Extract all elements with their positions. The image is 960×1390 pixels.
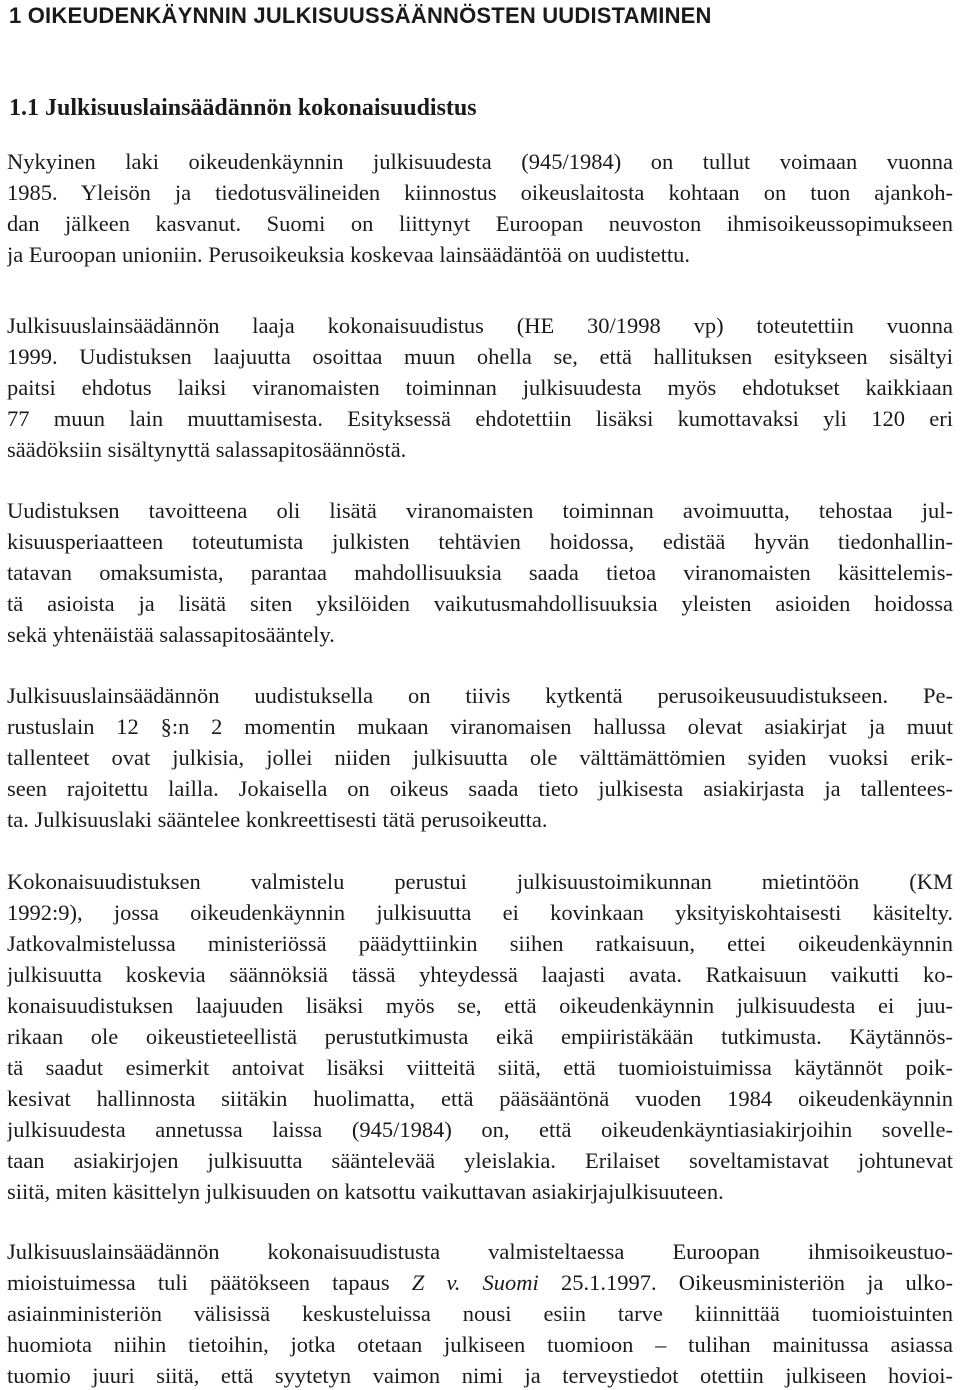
chapter-heading: 1 OIKEUDENKÄYNNIN JULKISUUSSÄÄNNÖSTEN UUDISTAMINEN [9,3,712,28]
section-heading: 1.1 Julkisuuslainsäädännön kokonaisuudistus [9,95,477,121]
text-line: rikaan ole oikeustieteellistä perustutkimusta eikä empiiristäkään tutkimusta. Käytännös- [7,1024,953,1049]
text-line: tä asioista ja lisätä siten yksilöiden vaikutusmahdollisuuksia yleisten asioiden hoidossa [7,591,953,616]
text-line: 77 muun lain muuttamisesta. Esityksessä ehdotettiin lisäksi kumottavaksi yli 120 eri [7,406,953,431]
text-line: Julkisuuslainsäädännön kokonaisuudistusta valmisteltaessa Euroopan ihmisoikeustuo- [7,1239,953,1264]
text-line: tuomio juuri siitä, että syytetyn vaimon nimi ja terveystiedot otettiin julkiseen hovioi- [7,1363,953,1388]
text-line: julkisuudesta annetussa laissa (945/1984) on, että oikeudenkäyntiasiakirjoihin sovelle- [7,1117,953,1142]
text-line: julkisuutta koskevia säännöksiä tässä yhteydessä laajasti avata. Ratkaisuun vaikutti ko- [7,962,953,987]
text-line: huomiota niihin tietoihin, jotka otetaan julkiseen tuomioon – tulihan mainitussa asiassa [7,1332,953,1357]
paragraph-4 [7,680,953,835]
text-line: asiainministeriön välisissä keskusteluissa nousi esiin tarve kiinnittää tuomioistuinten [7,1301,953,1326]
text-line: Kokonaisuudistuksen valmistelu perustui julkisuustoimikunnan mietintöön (KM [7,869,953,894]
paragraph-3 [7,495,953,650]
text-line: paitsi ehdotus laiksi viranomaisten toiminnan julkisuudesta myös ehdotukset kaikkiaan [7,375,953,400]
text-line: rustuslain 12 §:n 2 momentin mukaan viranomaisen hallussa olevat asiakirjat ja muut [7,714,953,739]
text-line: 1999. Uudistuksen laajuutta osoittaa muun ohella se, että hallituksen esitykseen sisältyi [7,344,953,369]
text-fragment: mioistuimessa tuli päätökseen tapaus [7,1270,412,1295]
text-line: ja Euroopan unioniin. Perusoikeuksia koskevaa lainsäädäntöä on uudistettu. [7,242,690,267]
text-line-with-case-citation [7,1267,953,1298]
text-fragment: 25.1.1997. Oikeusministeriön ja ulko- [538,1270,953,1295]
text-line: tä saadut esimerkit antoivat lisäksi viitteitä siitä, että tuomioistuimissa käytännöt poik- [7,1055,953,1080]
text-line: 1992:9), jossa oikeudenkäynnin julkisuutta ei kovinkaan yksityiskohtaisesti käsitelty. [7,900,953,925]
text-line: konaisuudistuksen laajuuden lisäksi myös se, että oikeudenkäynnin julkisuudesta ei juu- [7,993,953,1018]
paragraph-6 [7,1236,953,1390]
text-line: säädöksiin sisältynyttä salassapitosäännöstä. [7,437,407,462]
text-line: Julkisuuslainsäädännön uudistuksella on tiivis kytkentä perusoikeusuudistukseen. Pe- [7,683,953,708]
text-line: tallenteet ovat julkisia, jollei niiden julkisuutta ole välttämättömien syiden vuoksi erik- [7,745,953,770]
text-line: ta. Julkisuuslaki sääntelee konkreettisesti tätä perusoikeutta. [7,807,548,832]
text-line: tatavan omaksumista, parantaa mahdollisuuksia saada tietoa viranomaisten käsittelemis- [7,560,953,585]
text-line: kesivat hallinnosta siitäkin huolimatta, että pääsääntönä vuoden 1984 oikeudenkäynnin [7,1086,953,1111]
text-line: 1985. Yleisön ja tiedotusvälineiden kiinnostus oikeuslaitosta kohtaan on tuon ajankoh- [7,180,953,205]
paragraph-5 [7,866,953,1207]
text-line: Nykyinen laki oikeudenkäynnin julkisuudesta (945/1984) on tullut voimaan vuonna [7,149,953,174]
text-line: kisuusperiaatteen toteutumista julkisten tehtävien hoidossa, edistää hyvän tiedonhallin- [7,529,953,554]
text-line: sekä yhtenäistää salassapitosääntely. [7,622,335,647]
text-line: taan asiakirjojen julkisuutta sääntelevää yleislakia. Erilaiset soveltamistavat johtunevat [7,1148,953,1173]
paragraph-2 [7,310,953,465]
text-line: Jatkovalmistelussa ministeriössä päädyttiinkin siihen ratkaisuun, ettei oikeudenkäynnin [7,931,953,956]
text-line: Uudistuksen tavoitteena oli lisätä viranomaisten toiminnan avoimuutta, tehostaa jul- [7,498,953,523]
case-name: Z v. Suomi [411,1270,539,1295]
paragraph-1 [7,146,953,270]
text-line: siitä, miten käsittelyn julkisuuden on katsottu vaikuttavan asiakirjajulkisuuteen. [7,1179,724,1204]
text-line: seen rajoitettu lailla. Jokaisella on oikeus saada tieto julkisesta asiakirjasta ja tallentees- [7,776,953,801]
text-line: Julkisuuslainsäädännön laaja kokonaisuudistus (HE 30/1998 vp) toteutettiin vuonna [7,313,953,338]
text-line: dan jälkeen kasvanut. Suomi on liittynyt Euroopan neuvoston ihmisoikeussopimukseen [7,211,953,236]
